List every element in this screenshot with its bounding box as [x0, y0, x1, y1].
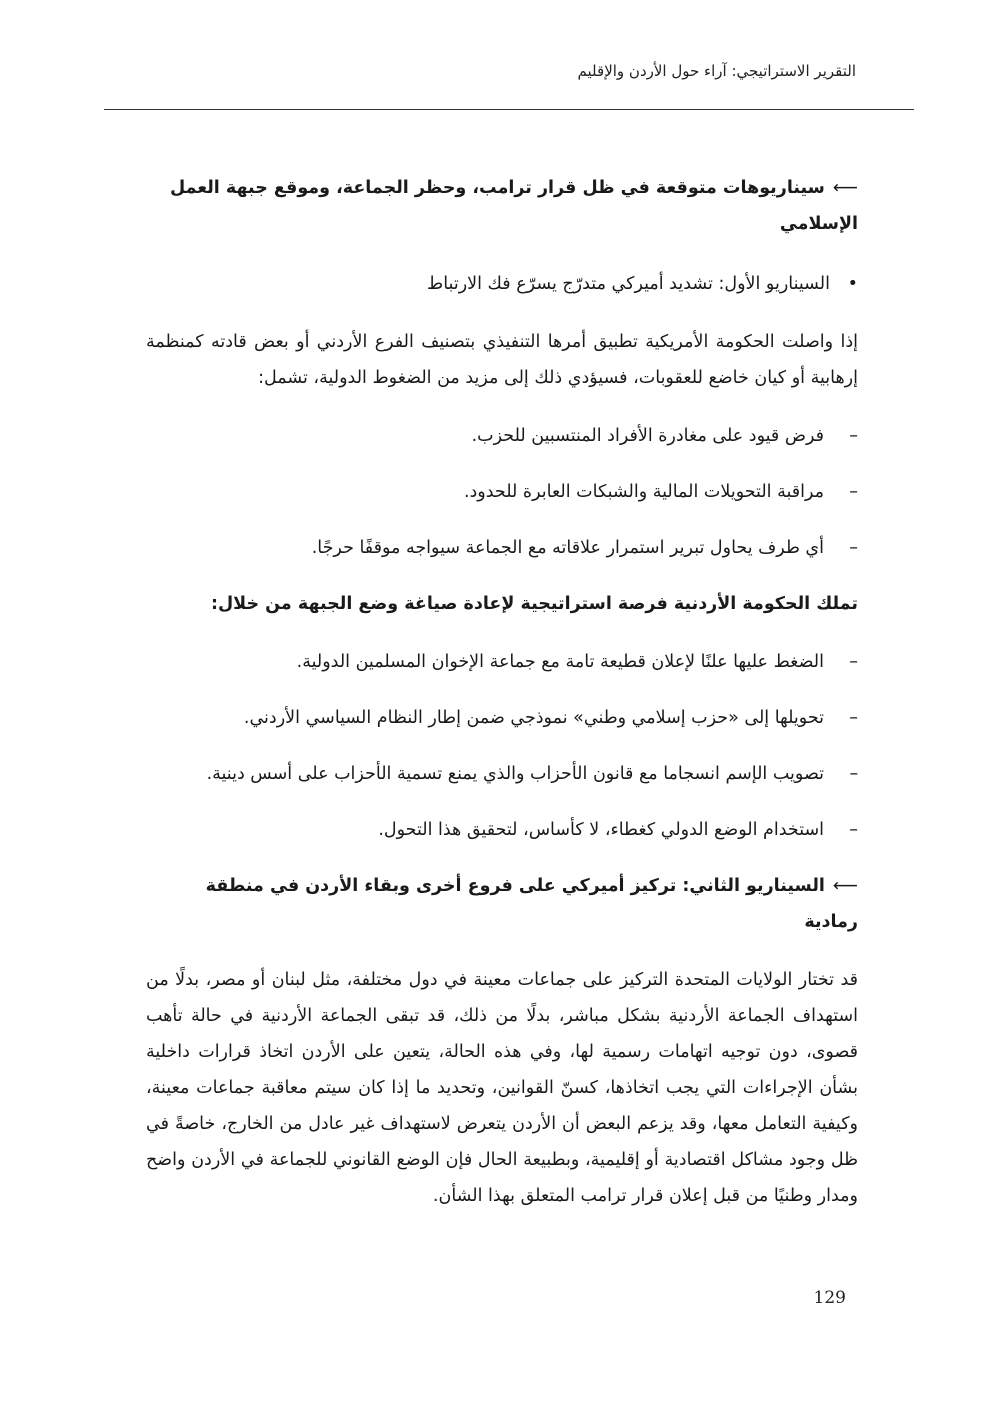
running-title: التقرير الاستراتيجي: آراء حول الأردن والإقليم: [577, 62, 856, 80]
opportunity-heading: تملك الحكومة الأردنية فرصة استراتيجية لإعادة صياغة وضع الجبهة من خلال:: [210, 594, 858, 614]
dash-icon: –: [849, 820, 858, 840]
list-item-text: استخدام الوضع الدولي كغطاء، لا كأساس، لتحقيق هذا التحول.: [378, 820, 824, 840]
bullet-icon: •: [847, 274, 858, 294]
arrow-left-icon: ⟵: [832, 876, 858, 896]
list-item: [146, 644, 858, 680]
pressures-list: [146, 418, 858, 566]
dash-icon: –: [849, 764, 858, 784]
paragraph-scenario-two: قد تختار الولايات المتحدة التركيز على جماعات معينة في دول مختلفة، مثل لبنان أو مصر، بدلًا من استهداف الجماعة الأردنية بشكل مباشر، بدلًا من ذلك، قد تبقى الجماعة الأردنية في حالة تأهب قصوى، دون توجيه اتهامات رسمية لها، وفي هذه الحالة، يتعين على الأردن اتخاذ قرارات داخلية بشأن الإجراءات التي يجب اتخاذها، كسنّ القوانين، وتحديد ما إذا كان سيتم معاقبة جماعات معينة، وكيفية التعامل معها، وقد يزعم البعض أن الأردن يتعرض لاستهداف غير عادل من الخارج، خاصةً في ظل وجود مشاكل اقتصادية أو إقليمية، وبطبيعة الحال فإن الوضع القانوني للجماعة في الأردن واضح ومدار وطنيًا من قبل إعلان قرار ترامب المتعلق بهذا الشأن.: [146, 970, 858, 1206]
scenario-one-line: [146, 266, 858, 302]
scenario-one-title: السيناريو الأول: تشديد أميركي متدرّج يسرّع فك الارتباط: [427, 274, 830, 294]
list-item: [146, 812, 858, 848]
list-item: [146, 530, 858, 566]
list-item-text: تحويلها إلى «حزب إسلامي وطني» نموذجي ضمن إطار النظام السياسي الأردني.: [243, 708, 824, 728]
list-item-text: الضغط عليها علنًا لإعلان قطيعة تامة مع جماعة الإخوان المسلمين الدولية.: [296, 652, 824, 672]
list-item: [146, 700, 858, 736]
dash-icon: –: [849, 426, 858, 446]
page-body: [146, 170, 858, 1236]
list-item: [146, 474, 858, 510]
dash-icon: –: [849, 708, 858, 728]
section-heading-text: السيناريو الثاني: تركيز أميركي على فروع أخرى وبقاء الأردن في منطقة رمادية: [205, 876, 858, 932]
list-item: [146, 418, 858, 454]
opportunities-list: [146, 644, 858, 848]
list-item-text: فرض قيود على مغادرة الأفراد المنتسبين للحزب.: [471, 426, 824, 446]
section-heading-scenarios: [146, 170, 858, 242]
header-divider: [104, 109, 914, 110]
section-heading-text: سيناريوهات متوقعة في ظل قرار ترامب، وحظر الجماعة، وموقع جبهة العمل الإسلامي: [170, 178, 858, 234]
list-item: [146, 756, 858, 792]
list-item-text: تصويب الإسم انسجاما مع قانون الأحزاب والذي يمنع تسمية الأحزاب على أسس دينية.: [206, 764, 824, 784]
list-item-text: مراقبة التحويلات المالية والشبكات العابرة للحدود.: [463, 482, 824, 502]
page-number: 129: [813, 1288, 846, 1308]
section-heading-scenario-two: [146, 868, 858, 940]
dash-icon: –: [849, 538, 858, 558]
list-item-text: أي طرف يحاول تبرير استمرار علاقاته مع الجماعة سيواجه موقفًا حرجًا.: [311, 538, 824, 558]
dash-icon: –: [849, 652, 858, 672]
paragraph-us-pressure: إذا واصلت الحكومة الأمريكية تطبيق أمرها التنفيذي بتصنيف الفرع الأردني أو بعض قادته كمنظمة إرهابية أو كيان خاضع للعقوبات، فسيؤدي ذلك إلى مزيد من الضغوط الدولية، تشمل:: [146, 332, 858, 388]
arrow-left-icon: ⟵: [832, 178, 858, 198]
dash-icon: –: [849, 482, 858, 502]
